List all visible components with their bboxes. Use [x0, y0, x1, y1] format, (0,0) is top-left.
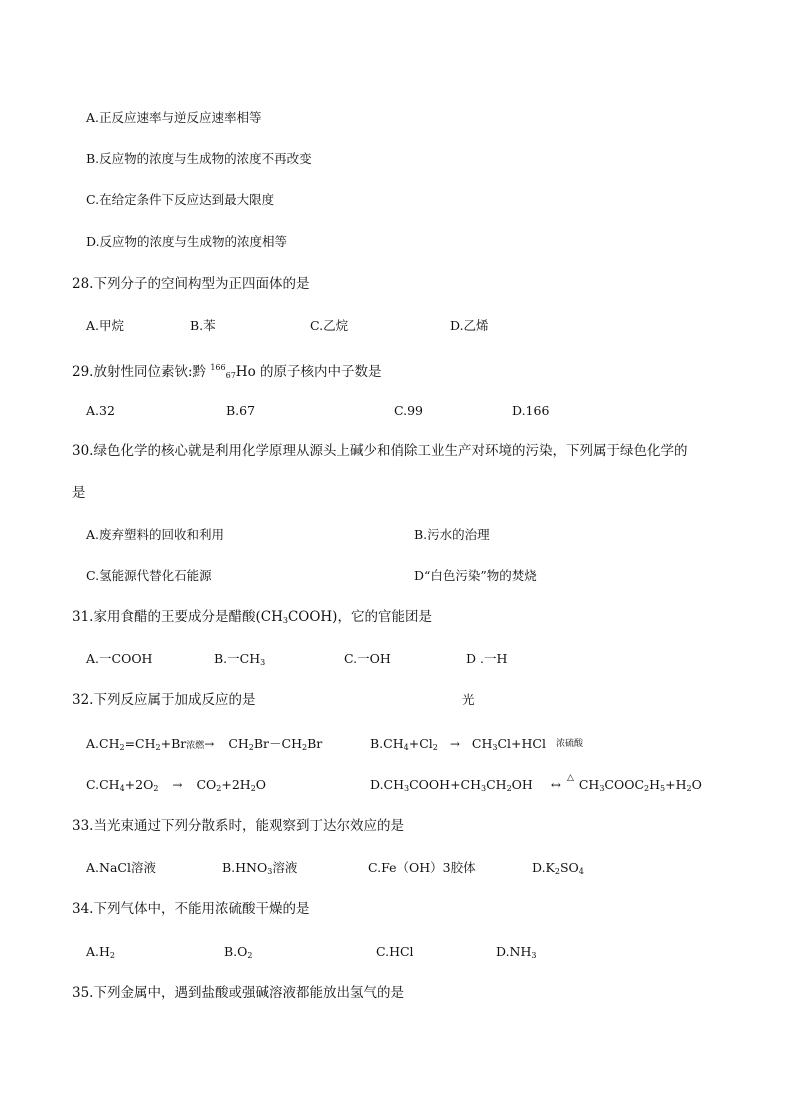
q33-option-b: [222, 860, 297, 880]
q30-option-a: A.废弃塑料的回收和利用: [86, 527, 225, 542]
q30-stem-line1: 30.绿色化学的核心就是利用化学原理从源头上碱少和俏除工业生产对环境的污染，下列属于绿色化学的: [72, 443, 688, 459]
q29-stem: [72, 360, 382, 384]
q32-a-text: A.CH: [86, 736, 120, 751]
q27-option-c: C.在给定条件下反应达到最大限度: [86, 192, 275, 207]
q32-b-product: Cl+HCl: [497, 736, 546, 751]
q33-stem: 33.当光束通过下列分散系时，能观察到丁达尔效应的是: [72, 818, 404, 834]
q32-d-product: CH: [578, 777, 600, 792]
q33-option-c: C.Fe（OH）3胶体: [368, 860, 476, 875]
q32-c-product: O: [255, 777, 267, 792]
q32-d-text: OH: [511, 777, 533, 792]
q33-b-text: B.HNO: [222, 860, 268, 875]
q32-b-arrow: →: [449, 737, 460, 751]
q34-a-text: A.H: [86, 944, 110, 959]
q31-stem-pre: 31.家用食醋的王要成分是醋酸(CH: [72, 609, 283, 625]
q32-option-c: [86, 777, 266, 797]
q32-c-product: +2H: [221, 777, 251, 792]
q32-b-text: B.CH: [370, 736, 404, 751]
q32-c-sub: 4: [119, 784, 125, 793]
q33-d-text: SO: [559, 860, 579, 875]
q32-d-text: COOH+CH: [409, 777, 482, 792]
q35-stem: 35.下列金属中，遇到盐酸或强碱溶液都能放出氢气的是: [72, 985, 404, 1001]
q34-b-text: B.O: [224, 944, 248, 959]
q32-d-sub: 2: [506, 784, 512, 793]
q32-b-sub: 3: [492, 743, 498, 752]
q29-option-c: C.99: [394, 403, 423, 418]
q32-c-product: CO: [196, 777, 217, 792]
q27-option-a: A.正反应速率与逆反应速率相等: [86, 110, 262, 125]
q29-stem-pre: 29.放射性同位素钬:黔: [72, 364, 207, 380]
q32-c-text: C.CH: [86, 777, 120, 792]
q29-option-b: B.67: [226, 403, 256, 418]
q32-a-sub: 2: [248, 743, 254, 752]
q32-a-text: =CH: [124, 736, 156, 751]
q32-heat-symbol: △: [567, 773, 574, 783]
q31-option-b: [214, 651, 265, 671]
q34-d-sub: 3: [531, 951, 537, 960]
q32-option-d: [370, 777, 702, 797]
q33-option-d: [532, 860, 584, 880]
q29-symbol: Ho: [235, 364, 256, 380]
q33-d-text: D.K: [532, 860, 555, 875]
q31-option-c: C.一OH: [344, 651, 391, 666]
q32-a-text: +Br: [160, 736, 187, 751]
q33-d-sub: 2: [554, 867, 560, 876]
q33-d-sub: 4: [578, 867, 584, 876]
q32-d-product: H: [649, 777, 661, 792]
q32-option-b: [370, 736, 546, 756]
q32-d-product: O: [691, 777, 702, 792]
q29-option-a: A.32: [86, 403, 115, 418]
q34-d-text: D.NH: [496, 944, 532, 959]
q31-option-a: A.一COOH: [86, 651, 153, 666]
q33-b-text: 溶液: [272, 860, 298, 875]
q31-stem-post: COOH)，它的官能团是: [287, 609, 432, 625]
q29-atomic-number: 67: [225, 371, 236, 380]
q31-option-b-text: B.一CH: [214, 651, 261, 666]
q34-option-b: [224, 944, 253, 964]
q32-acid-condition-label: 浓硫酸: [556, 739, 584, 749]
q32-d-arrow: ↔: [550, 778, 561, 792]
q28-option-d: D.乙烯: [450, 318, 489, 333]
q29-mass-number: 166: [210, 363, 226, 372]
q32-a-condition: 浓燃: [186, 741, 205, 751]
q32-c-arrow: →: [172, 778, 183, 792]
q27-option-b: B.反应物的浓度与生成物的浓度不再改变: [86, 151, 312, 166]
q32-d-text: CH: [486, 777, 507, 792]
q32-b-sub: 2: [432, 743, 438, 752]
q31-option-b-subscript: 3: [260, 658, 266, 667]
q32-a-sub: 2: [119, 743, 125, 752]
q34-stem: 34.下列气体中，不能用浓硫酸干燥的是: [72, 901, 310, 917]
q28-option-b: B.苯: [190, 318, 216, 333]
q32-d-sub: 3: [481, 784, 487, 793]
q29-option-d: D.166: [512, 403, 550, 418]
q31-option-d: D .一H: [466, 651, 508, 666]
q30-stem-line2: 是: [72, 485, 86, 501]
q28-stem: 28.下列分子的空间构型为正四面体的是: [72, 276, 310, 292]
q32-c-text: +2O: [124, 777, 154, 792]
q32-d-text: D.CH: [370, 777, 405, 792]
q32-d-sub: 2: [644, 784, 650, 793]
q33-option-a: A.NaCl溶液: [86, 860, 156, 875]
q31-subscript: 3: [282, 616, 288, 625]
q32-a-sub: 2: [302, 743, 308, 752]
q32-d-product: +H: [665, 777, 687, 792]
q28-option-a: A.甲烷: [86, 318, 125, 333]
q32-c-sub: 2: [250, 784, 256, 793]
q32-light-condition: 光: [462, 692, 475, 707]
q27-option-d: D.反应物的浓度与生成物的浓度相等: [86, 234, 288, 249]
q32-c-sub: 2: [216, 784, 222, 793]
q34-option-a: [86, 944, 115, 964]
q32-a-arrow: →: [204, 737, 215, 751]
q32-option-a: [86, 736, 322, 756]
q32-b-sub: 4: [403, 743, 409, 752]
q34-option-d: [496, 944, 536, 964]
q32-stem: 32.下列反应属于加成反应的是: [72, 692, 256, 708]
q30-option-b: B.污水的治理: [414, 527, 490, 542]
q32-d-sub: 3: [404, 784, 410, 793]
q30-option-d: D“白色污染”物的焚烧: [414, 568, 537, 583]
q33-b-sub: 3: [267, 867, 273, 876]
q32-c-sub: 2: [153, 784, 159, 793]
q34-b-sub: 2: [247, 951, 253, 960]
q30-option-c: C.氢能源代替化石能源: [86, 568, 212, 583]
q32-d-sub: 5: [660, 784, 666, 793]
q32-a-sub: 2: [155, 743, 161, 752]
q29-stem-post: 的原子核内中子数是: [260, 364, 382, 380]
q31-stem: [72, 609, 432, 629]
q28-option-c: C.乙烷: [310, 318, 349, 333]
q34-option-c: C.HCl: [376, 944, 414, 959]
q34-a-sub: 2: [109, 951, 115, 960]
q32-d-product: COOC: [604, 777, 645, 792]
q32-d-sub: 2: [686, 784, 692, 793]
q32-a-product: CH: [228, 736, 249, 751]
q32-a-product: Br: [307, 736, 323, 751]
q32-d-sub: 3: [599, 784, 605, 793]
q32-b-text: +Cl: [408, 736, 433, 751]
q32-a-product: Br－CH: [253, 736, 303, 751]
q32-b-product: CH: [471, 736, 493, 751]
